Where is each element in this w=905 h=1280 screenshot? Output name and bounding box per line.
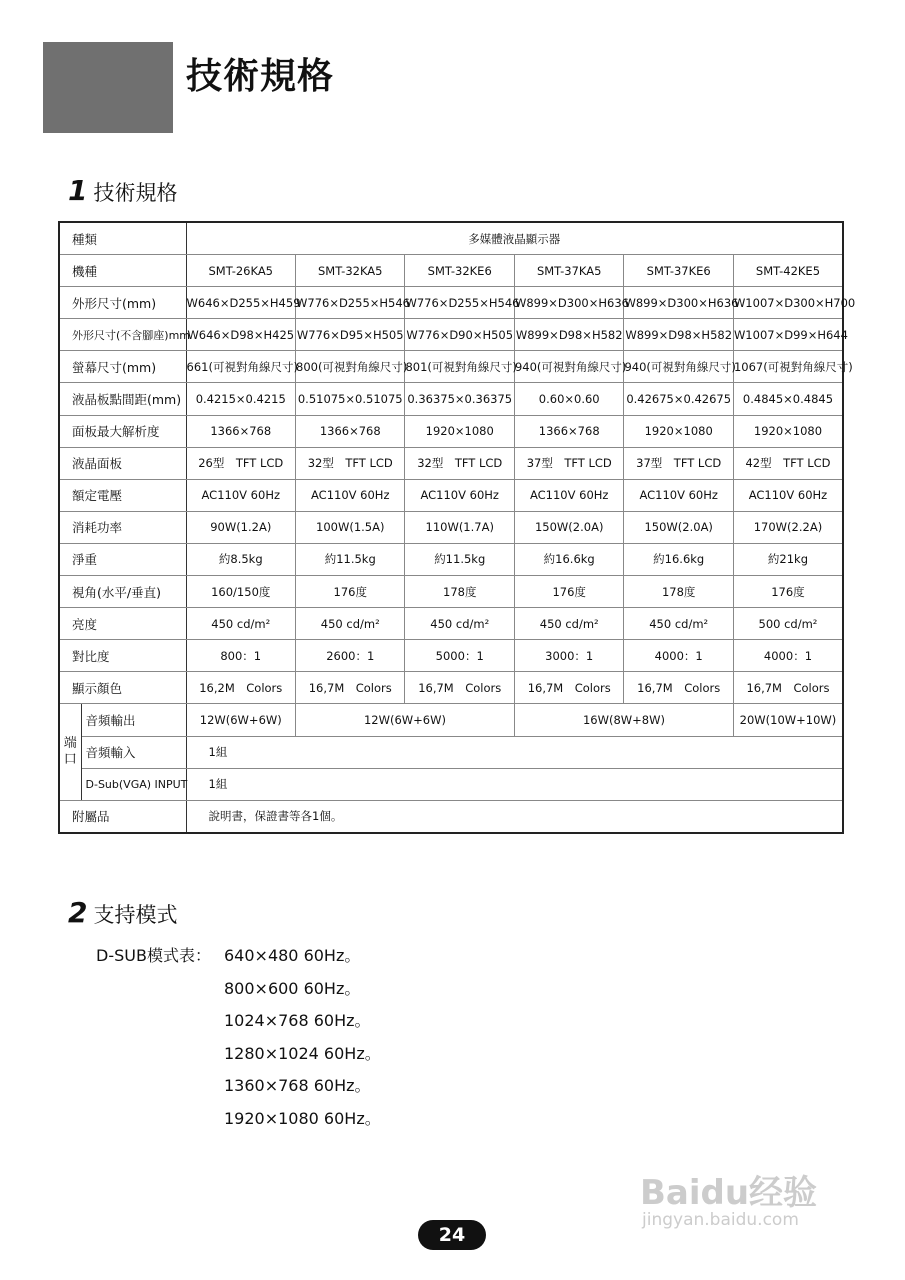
mode-item	[96, 1038, 381, 1071]
row-label: 視角(水平/垂直)	[59, 576, 186, 608]
section-2-heading	[68, 896, 177, 929]
cell: AC110V 60Hz	[514, 479, 623, 511]
cell: 90W(1.2A)	[186, 511, 295, 543]
cell: 0.42675×0.42675	[624, 383, 733, 415]
cell: W899×D98×H582	[514, 319, 623, 351]
cell: 160/150度	[186, 576, 295, 608]
cell: 約21kg	[733, 543, 843, 575]
cell: 450 cd/m²	[514, 608, 623, 640]
cell: 176度	[733, 576, 843, 608]
cell: W646×D255×H459	[186, 287, 295, 319]
cell: 16,7M Colors	[514, 672, 623, 704]
cell: 1366×768	[296, 415, 405, 447]
cell: 1920×1080	[624, 415, 733, 447]
header-block	[43, 42, 173, 133]
cell: 0.4845×0.4845	[733, 383, 843, 415]
table-row	[59, 736, 843, 768]
cell: 450 cd/m²	[186, 608, 295, 640]
page-number: 24	[418, 1220, 486, 1250]
cell: 1366×768	[186, 415, 295, 447]
cell: 16,7M Colors	[405, 672, 514, 704]
cell: 0.51075×0.51075	[296, 383, 405, 415]
mode-label	[96, 973, 224, 1006]
cell: 4000：1	[733, 640, 843, 672]
table-row	[59, 222, 843, 255]
cell: 110W(1.7A)	[405, 511, 514, 543]
cell: W776×D255×H546	[296, 287, 405, 319]
cell: 150W(2.0A)	[514, 511, 623, 543]
model-cell: SMT-42KE5	[733, 255, 843, 287]
row-label: 面板最大解析度	[59, 415, 186, 447]
table-row	[59, 415, 843, 447]
cell: 3000：1	[514, 640, 623, 672]
model-cell: SMT-26KA5	[186, 255, 295, 287]
cell: W776×D95×H505	[296, 319, 405, 351]
cell: 0.60×0.60	[514, 383, 623, 415]
table-row	[59, 640, 843, 672]
row-label: 淨重	[59, 543, 186, 575]
cell: 16,7M Colors	[733, 672, 843, 704]
cell: 約16.6kg	[624, 543, 733, 575]
row-label: 液晶面板	[59, 447, 186, 479]
spec-table	[58, 221, 856, 834]
cell: 42型 TFT LCD	[733, 447, 843, 479]
cell: 1組	[186, 736, 843, 768]
section-number: 1	[68, 174, 88, 207]
cell: 1組	[186, 768, 843, 800]
port-label: 端口	[59, 704, 81, 800]
row-label: 對比度	[59, 640, 186, 672]
mode-item	[96, 1070, 381, 1103]
mode-value: 640×480 60Hz。	[224, 946, 361, 965]
cell: 176度	[514, 576, 623, 608]
cell: 37型 TFT LCD	[624, 447, 733, 479]
cell: 940(可視對角線尺寸)	[624, 351, 733, 383]
cell: W646×D98×H425	[186, 319, 295, 351]
cell: 500 cd/m²	[733, 608, 843, 640]
row-label: 額定電壓	[59, 479, 186, 511]
table-row	[59, 511, 843, 543]
table-row	[59, 543, 843, 575]
row-label: 音頻輸入	[81, 736, 186, 768]
cell: 約16.6kg	[514, 543, 623, 575]
table-row	[59, 287, 843, 319]
cell: W899×D300×H636	[624, 287, 733, 319]
cell: W1007×D300×H700	[733, 287, 843, 319]
cell: 661(可視對角線尺寸)	[186, 351, 295, 383]
cell: 26型 TFT LCD	[186, 447, 295, 479]
cell: W1007×D99×H644	[733, 319, 843, 351]
cell: 940(可視對角線尺寸)	[514, 351, 623, 383]
cell: 450 cd/m²	[405, 608, 514, 640]
cell: 0.4215×0.4215	[186, 383, 295, 415]
cell: 約11.5kg	[296, 543, 405, 575]
model-cell: SMT-32KA5	[296, 255, 405, 287]
cell: AC110V 60Hz	[733, 479, 843, 511]
cell: 178度	[624, 576, 733, 608]
model-cell: SMT-37KA5	[514, 255, 623, 287]
cell: 4000：1	[624, 640, 733, 672]
cell: 16W(8W+8W)	[514, 704, 733, 736]
row-label: 種類	[59, 222, 186, 255]
section-title: 支持模式	[93, 903, 178, 927]
cell: 450 cd/m²	[624, 608, 733, 640]
row-label: 附屬品	[59, 800, 186, 833]
mode-label: D-SUB模式表：	[96, 946, 211, 965]
cell: 0.36375×0.36375	[405, 383, 514, 415]
cell: 37型 TFT LCD	[514, 447, 623, 479]
cell: W899×D98×H582	[624, 319, 733, 351]
page-title: 技術規格	[186, 56, 335, 97]
model-cell: SMT-37KE6	[624, 255, 733, 287]
cell: 800(可視對角線尺寸)	[296, 351, 405, 383]
table-row	[59, 672, 843, 704]
cell: 12W(6W+6W)	[186, 704, 295, 736]
cell: 16,2M Colors	[186, 672, 295, 704]
cell: 176度	[296, 576, 405, 608]
cell: 1920×1080	[733, 415, 843, 447]
cell: 16,7M Colors	[624, 672, 733, 704]
section-1-heading	[68, 174, 177, 207]
cell: 約11.5kg	[405, 543, 514, 575]
cell: W776×D255×H546	[405, 287, 514, 319]
table-row	[59, 447, 843, 479]
mode-item	[96, 973, 381, 1006]
section-number: 2	[68, 896, 88, 929]
cell: AC110V 60Hz	[624, 479, 733, 511]
cell: 20W(10W+10W)	[733, 704, 843, 736]
cell: 170W(2.2A)	[733, 511, 843, 543]
table-row	[59, 608, 843, 640]
cell: 100W(1.5A)	[296, 511, 405, 543]
mode-item	[96, 1005, 381, 1038]
cell: 150W(2.0A)	[624, 511, 733, 543]
row-label: 音頻輸出	[81, 704, 186, 736]
mode-label	[96, 1038, 224, 1071]
mode-item	[96, 1103, 381, 1136]
table-row	[59, 479, 843, 511]
table-row	[59, 800, 843, 833]
mode-item	[96, 940, 381, 973]
row-label: D-Sub(VGA) INPUT	[81, 768, 186, 800]
row-label: 液晶板點間距(mm)	[59, 383, 186, 415]
row-label: 外形尺寸(mm)	[59, 287, 186, 319]
cell: 801(可視對角線尺寸)	[405, 351, 514, 383]
table-row	[59, 319, 843, 351]
mode-label	[96, 1103, 224, 1136]
mode-value: 800×600 60Hz。	[224, 978, 361, 998]
mode-value: 1280×1024 60Hz。	[224, 1043, 381, 1063]
cell: 32型 TFT LCD	[405, 447, 514, 479]
cell: AC110V 60Hz	[405, 479, 514, 511]
mode-value: 1360×768 60Hz。	[224, 1076, 371, 1095]
mode-list	[96, 940, 381, 1135]
watermark-url: jingyan.baidu.com	[642, 1210, 799, 1230]
table-row	[59, 351, 843, 383]
cell: 約8.5kg	[186, 543, 295, 575]
cell: 說明書，保證書等各1個。	[186, 800, 843, 833]
cell: 800：1	[186, 640, 295, 672]
cell: 178度	[405, 576, 514, 608]
row-label: 顯示顏色	[59, 672, 186, 704]
row-label: 螢幕尺寸(mm)	[59, 351, 186, 383]
cell: 12W(6W+6W)	[296, 704, 515, 736]
model-cell: SMT-32KE6	[405, 255, 514, 287]
cell: 32型 TFT LCD	[296, 447, 405, 479]
cell: AC110V 60Hz	[186, 479, 295, 511]
cell: 16,7M Colors	[296, 672, 405, 704]
row-label: 亮度	[59, 608, 186, 640]
mode-value: 1024×768 60Hz。	[224, 1011, 371, 1030]
row-label: 消耗功率	[59, 511, 186, 543]
table-row	[59, 383, 843, 415]
mode-label	[96, 1005, 224, 1038]
mode-value: 1920×1080 60Hz。	[224, 1108, 381, 1128]
cell: W776×D90×H505	[405, 319, 514, 351]
row-label: 外形尺寸(不含腳座)mm	[59, 319, 186, 351]
table-row	[59, 768, 843, 800]
cell: 5000：1	[405, 640, 514, 672]
cell: AC110V 60Hz	[296, 479, 405, 511]
table-row	[59, 576, 843, 608]
cell: W899×D300×H636	[514, 287, 623, 319]
table-row	[59, 704, 843, 736]
cell: 2600：1	[296, 640, 405, 672]
cell: 1067(可視對角線尺寸)	[733, 351, 843, 383]
cell: 450 cd/m²	[296, 608, 405, 640]
cell: 1366×768	[514, 415, 623, 447]
table-row	[59, 255, 843, 287]
mode-label	[96, 1070, 224, 1103]
cell: 1920×1080	[405, 415, 514, 447]
watermark: Baidu经验	[640, 1173, 818, 1213]
cell: 多媒體液晶顯示器	[186, 222, 843, 255]
section-title: 技術規格	[93, 181, 178, 205]
row-label: 機種	[59, 255, 186, 287]
